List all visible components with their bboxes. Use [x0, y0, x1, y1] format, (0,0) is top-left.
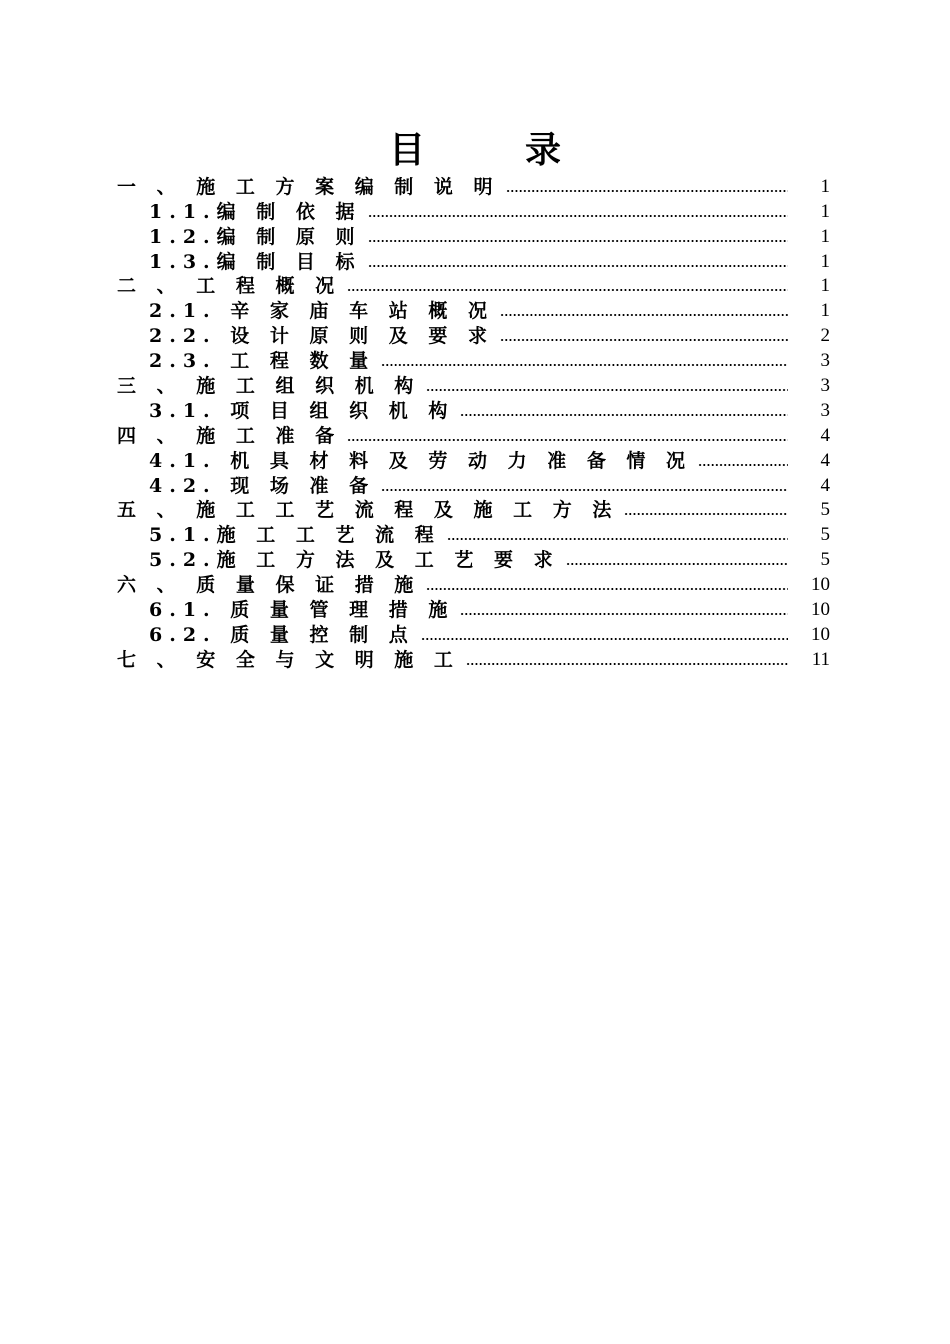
toc-entry-label: 五 、 施 工 工 艺 流 程 及 施 工 方 法	[117, 499, 619, 522]
toc-entry[interactable]	[117, 174, 833, 199]
toc-entry-label: 5.2.施 工 方 法 及 工 艺 要 求	[149, 549, 560, 572]
toc-entry-page: 1	[820, 175, 830, 197]
toc-entry[interactable]	[117, 274, 833, 299]
toc-entry[interactable]	[117, 572, 833, 597]
toc-entry[interactable]	[117, 298, 833, 323]
toc-entry-label: 1.1.编 制 依 据	[149, 200, 362, 223]
toc-leader-dots	[624, 512, 788, 516]
toc-entry-page: 11	[811, 648, 830, 670]
toc-entry-page: 1	[820, 250, 830, 272]
toc-leader-dots	[460, 413, 788, 417]
toc-leader-dots	[421, 637, 788, 641]
toc-entry-page: 3	[820, 350, 830, 372]
toc-entry-label: 6.2. 质 量 控 制 点	[149, 623, 415, 646]
toc-entry-page: 10	[811, 599, 830, 621]
toc-title-char-left: 目	[388, 129, 425, 171]
toc-leader-dots	[368, 239, 788, 243]
toc-entry-page: 1	[820, 200, 830, 222]
toc-entry[interactable]	[117, 423, 833, 448]
toc-entry[interactable]	[117, 448, 833, 473]
toc-entry-page: 1	[820, 275, 830, 297]
toc-leader-dots	[460, 612, 788, 616]
toc-entry-page: 4	[820, 424, 830, 446]
toc-entry-label: 1.2.编 制 原 则	[149, 225, 362, 248]
toc-leader-dots	[426, 388, 788, 392]
toc-entry[interactable]	[117, 522, 833, 547]
toc-entry-page: 3	[820, 375, 830, 397]
toc-entry[interactable]	[117, 622, 833, 647]
toc-leader-dots	[347, 438, 788, 442]
toc-entry-label: 三 、 施 工 组 织 机 构	[117, 375, 421, 398]
toc-entry-label: 2.2. 设 计 原 则 及 要 求	[149, 325, 494, 348]
toc-entry-page: 10	[811, 574, 830, 596]
toc-entry-label: 一 、 施 工 方 案 编 制 说 明	[117, 175, 500, 198]
toc-entry-page: 10	[811, 623, 830, 645]
toc-entry[interactable]	[117, 398, 833, 423]
toc-entry-page: 5	[820, 549, 830, 571]
toc-leader-dots	[368, 214, 788, 218]
toc-title-char-right: 录	[525, 129, 562, 171]
toc-entry[interactable]	[117, 249, 833, 274]
toc-title	[0, 126, 950, 174]
toc-leader-dots	[381, 363, 788, 367]
toc-entry-label: 6.1. 质 量 管 理 措 施	[149, 599, 455, 622]
toc-entry-label: 二 、 工 程 概 况	[117, 275, 342, 298]
toc-entry-page: 2	[820, 325, 830, 347]
toc-entry-label: 2.3. 工 程 数 量	[149, 350, 376, 373]
toc-entry-label: 2.1. 辛 家 庙 车 站 概 况	[149, 300, 494, 323]
toc-entry-label: 3.1. 项 目 组 织 机 构	[149, 399, 455, 422]
toc-entry-page: 5	[820, 524, 830, 546]
toc-leader-dots	[368, 264, 788, 268]
toc-leader-dots	[347, 288, 788, 292]
toc-leader-dots	[447, 537, 788, 541]
toc-entry[interactable]	[117, 647, 833, 672]
toc-entry-page: 4	[820, 449, 830, 471]
toc-leader-dots	[500, 338, 788, 342]
toc-entry-label: 六 、 质 量 保 证 措 施	[117, 574, 421, 597]
toc-leader-dots	[698, 463, 788, 467]
toc-entry[interactable]	[117, 199, 833, 224]
toc-entry-label: 4.1. 机 具 材 料 及 劳 动 力 准 备 情 况	[149, 449, 693, 472]
toc-entry[interactable]	[117, 224, 833, 249]
toc-entry[interactable]	[117, 348, 833, 373]
toc-leader-dots	[566, 562, 788, 566]
toc-entry-page: 1	[820, 225, 830, 247]
toc-entry-label: 七 、 安 全 与 文 明 施 工	[117, 648, 460, 671]
toc-entry[interactable]	[117, 473, 833, 498]
toc-leader-dots	[381, 488, 788, 492]
toc-entry-page: 1	[820, 300, 830, 322]
toc-leader-dots	[426, 587, 788, 591]
toc-entry-label: 1.3.编 制 目 标	[149, 250, 362, 273]
toc-entry-label: 4.2. 现 场 准 备	[149, 474, 376, 497]
toc-entry[interactable]	[117, 373, 833, 398]
toc-entry-page: 5	[820, 499, 830, 521]
toc-entry-label: 5.1.施 工 工 艺 流 程	[149, 524, 441, 547]
toc-entry[interactable]	[117, 547, 833, 572]
toc-entry-page: 3	[820, 399, 830, 421]
toc-entry[interactable]	[117, 323, 833, 348]
toc-entry-label: 四 、 施 工 准 备	[117, 424, 342, 447]
toc-entry-page: 4	[820, 474, 830, 496]
toc-list	[117, 174, 833, 672]
toc-entry[interactable]	[117, 597, 833, 622]
toc-leader-dots	[506, 189, 788, 193]
toc-entry[interactable]	[117, 498, 833, 523]
toc-leader-dots	[500, 313, 788, 317]
toc-leader-dots	[466, 662, 788, 666]
